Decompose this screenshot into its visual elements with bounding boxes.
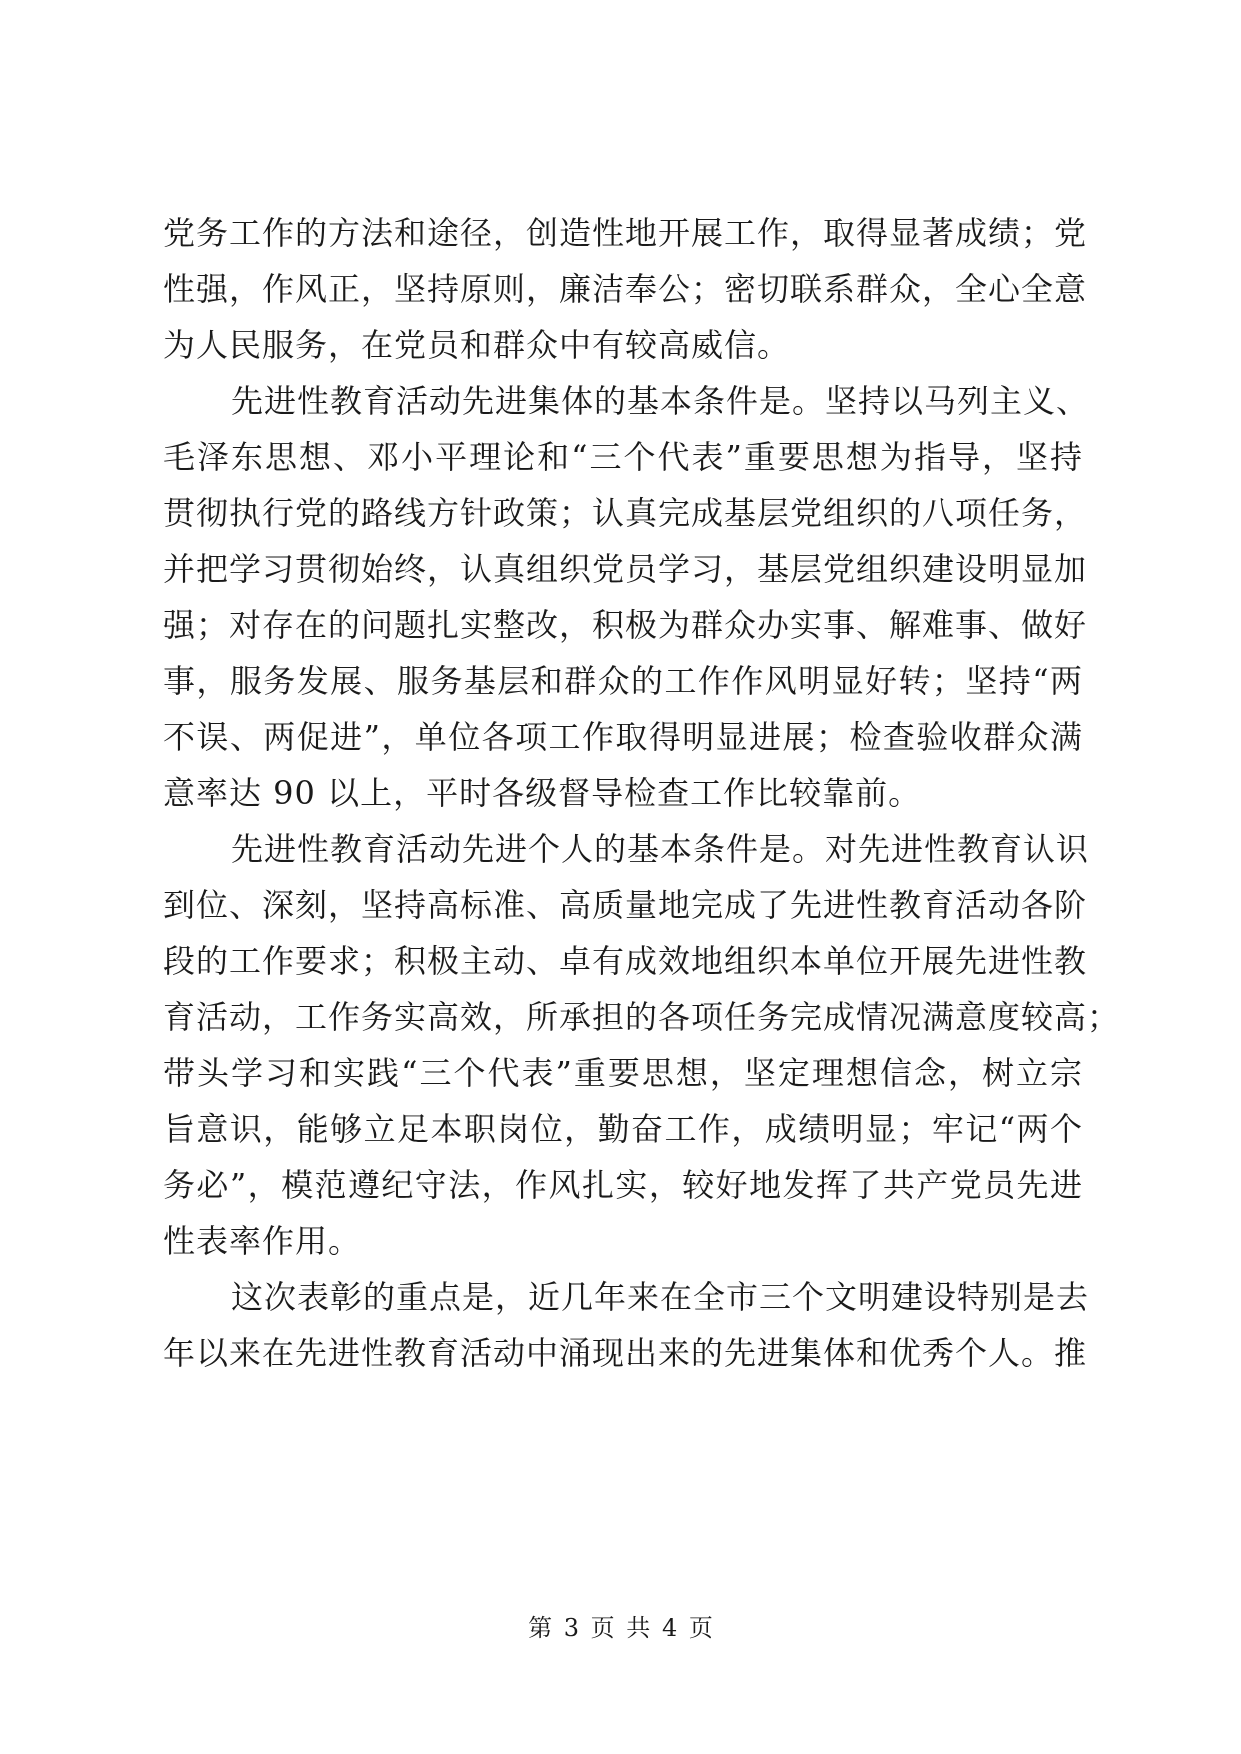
paragraph-2-line-6: 事，服务发展、服务基层和群众的工作作风明显好转；坚持“两 bbox=[163, 662, 1083, 700]
paragraph-3-line-5: 带头学习和实践“三个代表”重要思想，坚定理想信念，树立宗 bbox=[163, 1054, 1083, 1092]
paragraph-3-line-8: 性表率作用。 bbox=[163, 1222, 362, 1260]
paragraph-2-line-5: 强；对存在的问题扎实整改，积极为群众办实事、解难事、做好 bbox=[163, 606, 1088, 644]
paragraph-1-line-1: 党务工作的方法和途径，创造性地开展工作，取得显著成绩；党 bbox=[163, 214, 1088, 252]
paragraph-4-line-1: 这次表彰的重点是，近几年来在全市三个文明建设特别是去 bbox=[231, 1278, 1090, 1316]
paragraph-2-line-1: 先进性教育活动先进集体的基本条件是。坚持以马列主义、 bbox=[231, 382, 1090, 420]
paragraph-2-line-3: 贯彻执行党的路线方针政策；认真完成基层党组织的八项任务， bbox=[163, 494, 1088, 532]
paragraph-2-line-7: 不误、两促进”，单位各项工作取得明显进展；检查验收群众满 bbox=[163, 718, 1083, 756]
paragraph-1-line-2: 性强，作风正，坚持原则，廉洁奉公；密切联系群众，全心全意 bbox=[163, 270, 1088, 308]
paragraph-3-line-1: 先进性教育活动先进个人的基本条件是。对先进性教育认识 bbox=[231, 830, 1090, 868]
paragraph-1-line-3: 为人民服务，在党员和群众中有较高威信。 bbox=[163, 326, 791, 364]
paragraph-2-line-2: 毛泽东思想、邓小平理论和“三个代表”重要思想为指导，坚持 bbox=[163, 438, 1083, 476]
paragraph-3-line-6: 旨意识，能够立足本职岗位，勤奋工作，成绩明显；牢记“两个 bbox=[163, 1110, 1083, 1148]
paragraph-3-line-7: 务必”，模范遵纪守法，作风扎实，较好地发挥了共产党员先进 bbox=[163, 1166, 1083, 1204]
paragraph-4-line-2: 年以来在先进性教育活动中涌现出来的先进集体和优秀个人。推 bbox=[163, 1334, 1088, 1372]
paragraph-3-line-4: 育活动，工作务实高效，所承担的各项任务完成情况满意度较高； bbox=[163, 998, 1121, 1036]
page-number-footer: 第 3 页 共 4 页 bbox=[528, 1614, 713, 1642]
paragraph-2-line-8: 意率达 90 以上，平时各级督导检查工作比较靠前。 bbox=[163, 774, 922, 812]
paragraph-3-line-3: 段的工作要求；积极主动、卓有成效地组织本单位开展先进性教 bbox=[163, 942, 1088, 980]
paragraph-3-line-2: 到位、深刻，坚持高标准、高质量地完成了先进性教育活动各阶 bbox=[163, 886, 1088, 924]
paragraph-2-line-4: 并把学习贯彻始终，认真组织党员学习，基层党组织建设明显加 bbox=[163, 550, 1088, 588]
